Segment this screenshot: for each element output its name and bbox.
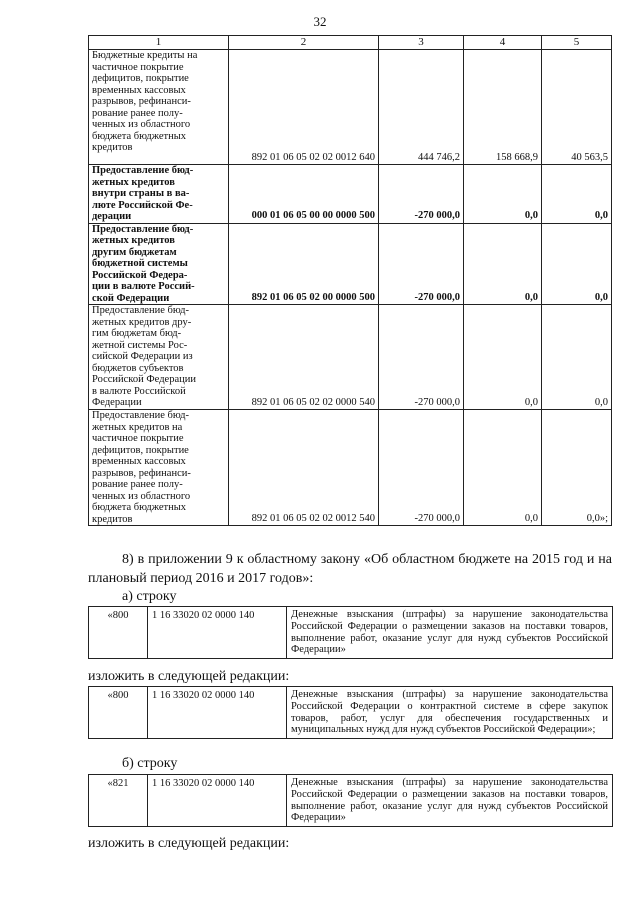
table-row [89, 305, 612, 410]
revenue-code: 1 16 33020 02 0000 140 [148, 687, 287, 739]
value-2015: -270 000,0 [379, 165, 464, 224]
replace-label-2: изложить в следующей редакции: [88, 836, 290, 851]
value-2017: 0,0 [542, 223, 612, 305]
row-code: 892 01 06 05 02 02 0000 540 [229, 305, 379, 410]
row-description: Предоставление бюд- жетных кредитов дру- гим бюджетам бюд- жетной системы Рос- сийской Федерации из бюджетов субъектов Российской Федерации в валюте Российской Федерации [89, 305, 229, 410]
row-description: Предоставление бюд- жетных кредитов другим бюджетам бюджетной системы Российской Федера- ции в валюте Россий- ской Федерации [89, 223, 229, 305]
revenue-code: 1 16 33020 02 0000 140 [148, 607, 287, 659]
label-a: а) строку [122, 589, 177, 604]
value-2015: -270 000,0 [379, 223, 464, 305]
value-2016: 158 668,9 [464, 50, 542, 165]
admin-code: «800 [89, 607, 148, 659]
revenue-code: 1 16 33020 02 0000 140 [148, 775, 287, 827]
column-header: 2 [229, 36, 379, 50]
row-code: 892 01 06 05 02 02 0012 540 [229, 410, 379, 526]
value-2017: 40 563,5 [542, 50, 612, 165]
page-number: 32 [313, 14, 327, 29]
value-2015: -270 000,0 [379, 305, 464, 410]
table-header-row [89, 36, 612, 50]
table-row [89, 775, 613, 827]
revenue-description: Денежные взыскания (штрафы) за нарушение законодательства Российской Федерации о размещении заказов на поставки товаров, выполнение работ, оказание услуг для нужд субъектов Российской Федерации» [287, 607, 613, 659]
column-header: 1 [89, 36, 229, 50]
budget-sources-table [88, 35, 612, 526]
value-2015: -270 000,0 [379, 410, 464, 526]
row-description: Предоставление бюд- жетных кредитов на частичное покрытие дефицитов, покрытие временных кассовых разрывов, рефинанси- рование ранее полу- ченных из областного бюджета бюджетных кредитов [89, 410, 229, 526]
admin-code: «800 [89, 687, 148, 739]
value-2016: 0,0 [464, 305, 542, 410]
value-2015: 444 746,2 [379, 50, 464, 165]
row-code: 892 01 06 05 02 02 0012 640 [229, 50, 379, 165]
column-header: 4 [464, 36, 542, 50]
table-row [89, 687, 613, 739]
row-a-new-table [88, 686, 613, 739]
column-header: 5 [542, 36, 612, 50]
value-2016: 0,0 [464, 410, 542, 526]
row-description: Предоставление бюд- жетных кредитов внутри страны в ва- люте Российской Фе- дерации [89, 165, 229, 224]
value-2017: 0,0»; [542, 410, 612, 526]
row-b-table [88, 774, 613, 827]
intro-paragraph: 8) в приложении 9 к областному закону «Об областном бюджете на 2015 год и на плановый период 2016 и 2017 годов»: [88, 552, 612, 586]
label-b: б) строку [122, 756, 178, 771]
value-2017: 0,0 [542, 305, 612, 410]
row-code: 892 01 06 05 02 00 0000 500 [229, 223, 379, 305]
revenue-description: Денежные взыскания (штрафы) за нарушение законодательства Российской Федерации о размещении заказов на поставки товаров, выполнение работ, оказание услуг для нужд субъектов Российской Федерации» [287, 775, 613, 827]
replace-label-1: изложить в следующей редакции: [88, 669, 290, 684]
row-description: Бюджетные кредиты на частичное покрытие дефицитов, покрытие временных кассовых разрывов, рефинанси- рование ранее полу- ченных из областного бюджета бюджетных кредитов [89, 50, 229, 165]
table-row [89, 165, 612, 224]
table-row [89, 410, 612, 526]
column-header: 3 [379, 36, 464, 50]
value-2016: 0,0 [464, 223, 542, 305]
table-row [89, 223, 612, 305]
row-code: 000 01 06 05 00 00 0000 500 [229, 165, 379, 224]
admin-code: «821 [89, 775, 148, 827]
table-row [89, 607, 613, 659]
revenue-description: Денежные взыскания (штрафы) за нарушение законодательства Российской Федерации о контрактной системе в сфере закупок товаров, работ, услуг для обеспечения государственных и муниципальных нужд для нужд субъектов Российской Федерации»; [287, 687, 613, 739]
table-row [89, 50, 612, 165]
row-a-table [88, 606, 613, 659]
value-2017: 0,0 [542, 165, 612, 224]
value-2016: 0,0 [464, 165, 542, 224]
